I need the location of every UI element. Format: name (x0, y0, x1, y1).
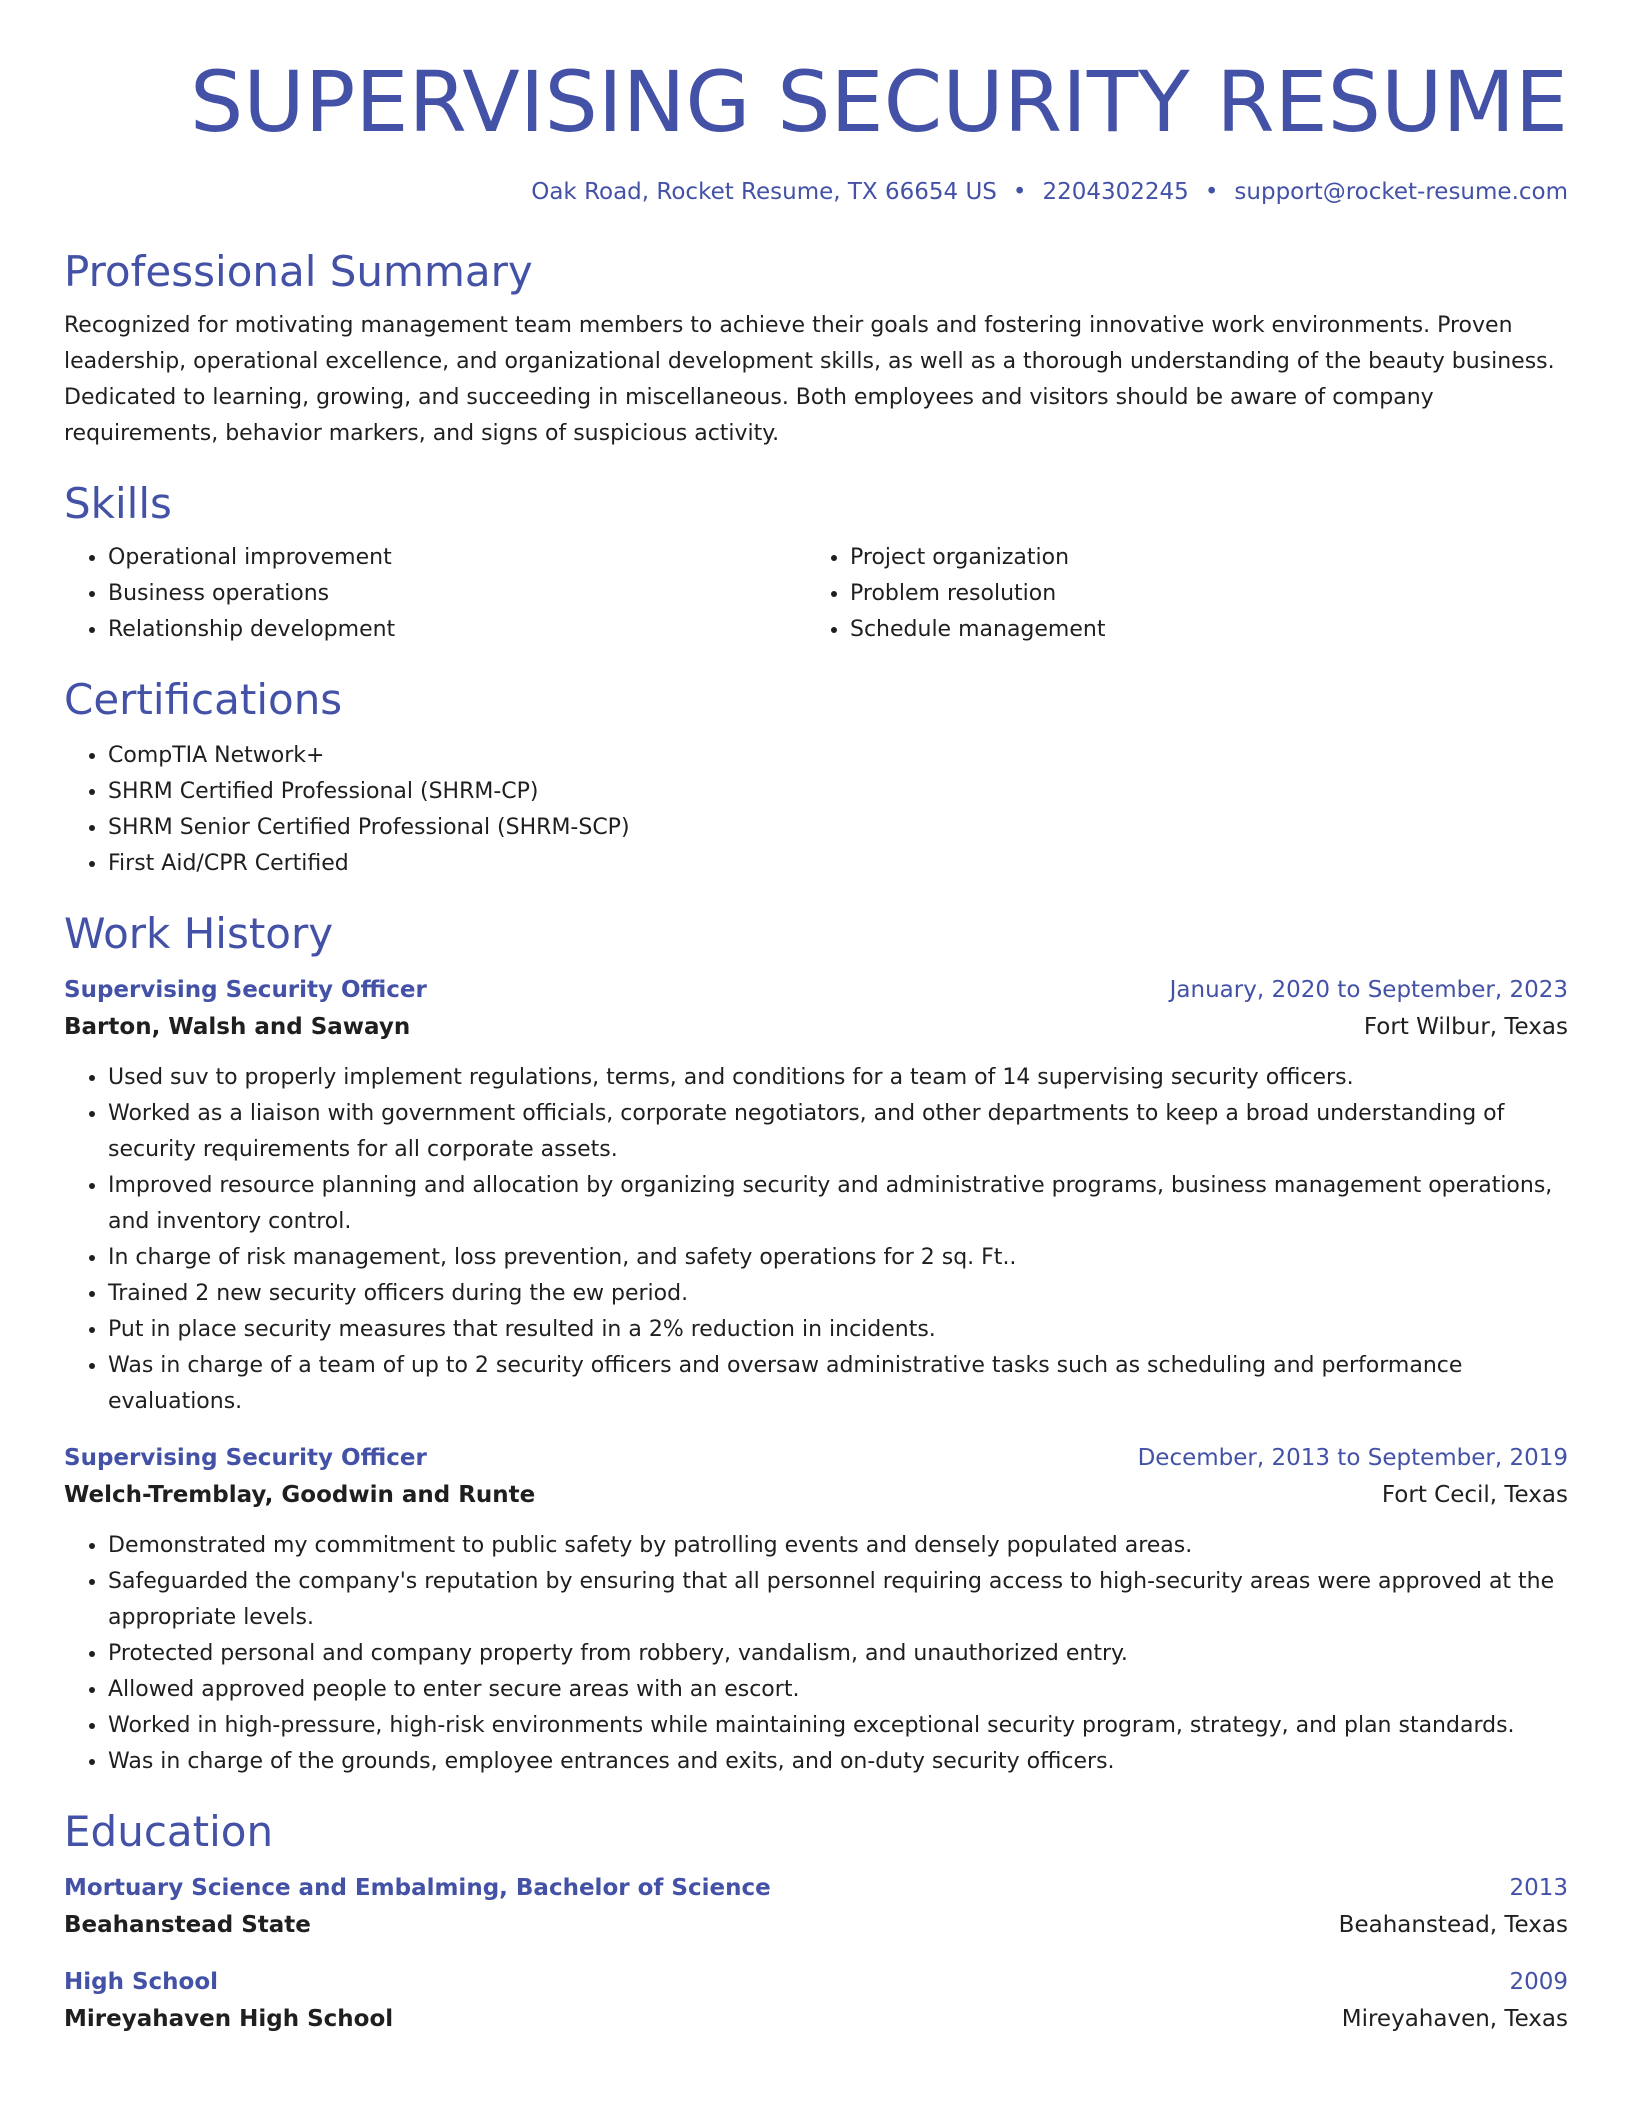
job-company-row (64, 1476, 1568, 1514)
job-header-row (64, 1440, 1568, 1476)
education-header-row (64, 1964, 1568, 2000)
education-degree: High School (64, 1969, 219, 1995)
education-degree: Mortuary Science and Embalming, Bachelor of Science (64, 1875, 771, 1901)
certification-item: • First Aid/CPR Certified (108, 846, 1568, 882)
job-bullet: • Was in charge of the grounds, employee entrances and exits, and on-duty security officers. (108, 1744, 1568, 1780)
job-title: Supervising Security Officer (64, 977, 427, 1003)
education-school: Mireyahaven High School (64, 2006, 394, 2032)
job-bullet: • Worked as a liaison with government officials, corporate negotiators, and other departments to keep a broad understanding of security requirements for all corporate assets. (108, 1096, 1568, 1168)
job-company: Barton, Walsh and Sawayn (64, 1014, 411, 1040)
resume-header (64, 0, 1568, 208)
job-company-row (64, 1008, 1568, 1046)
job-bullet: • In charge of risk management, loss prevention, and safety operations for 2 sq. Ft.. (108, 1240, 1568, 1276)
skill-item: • Schedule management (850, 612, 1548, 648)
education-heading: Education (64, 1807, 274, 1856)
summary-text: Recognized for motivating management team members to achieve their goals and fostering innovative work environments. Proven leadership, operational excellence, and organizational development skills, as well as a thorough understanding of the beauty business. Dedicated to learning, growing, and succeeding in miscellaneous. Both employees and visitors should be aware of company requirements, behavior markers, and signs of suspicious activity. (64, 313, 1555, 446)
job-dates: December, 2013 to September, 2019 (1137, 1445, 1568, 1471)
skills-grid (64, 540, 1568, 648)
skill-item: • Relationship development (108, 612, 806, 648)
certifications-list (64, 738, 1568, 882)
contact-separator: • (1204, 179, 1219, 205)
contact-phone: 2204302245 (1042, 179, 1189, 205)
education-entry (64, 1870, 1568, 1944)
job-dates: January, 2020 to September, 2023 (1169, 977, 1568, 1003)
job-location: Fort Wilbur, Texas (1363, 1014, 1568, 1040)
skill-item: • Operational improvement (108, 540, 806, 576)
skills-heading: Skills (64, 479, 172, 528)
certification-item: • CompTIA Network+ (108, 738, 1568, 774)
contact-email: support@rocket-resume.com (1234, 179, 1568, 205)
contact-separator: • (1012, 179, 1027, 205)
job-bullet: • Was in charge of a team of up to 2 security officers and oversaw administrative tasks such as scheduling and performance evaluations. (108, 1348, 1568, 1420)
skill-item: • Problem resolution (850, 576, 1548, 612)
job-bullet: • Safeguarded the company's reputation by ensuring that all personnel requiring access to high-security areas were approved at the appropriate levels. (108, 1564, 1568, 1636)
summary-heading: Professional Summary (64, 247, 533, 296)
education-entry (64, 1964, 1568, 2038)
skill-item: • Business operations (108, 576, 806, 612)
job-bullets (64, 1528, 1568, 1780)
skill-item: • Project organization (850, 540, 1548, 576)
education-year: 2013 (1509, 1875, 1568, 1901)
job-bullet: • Put in place security measures that resulted in a 2% reduction in incidents. (108, 1312, 1568, 1348)
skills-list-left (64, 540, 806, 648)
job-company: Welch-Tremblay, Goodwin and Runte (64, 1482, 536, 1508)
job-bullet: • Worked in high-pressure, high-risk environments while maintaining exceptional security program, strategy, and plan standards. (108, 1708, 1568, 1744)
education-header-row (64, 1870, 1568, 1906)
job-title: Supervising Security Officer (64, 1445, 427, 1471)
job-bullet: • Demonstrated my commitment to public safety by patrolling events and densely populated areas. (108, 1528, 1568, 1564)
work-history-section (64, 908, 1568, 1780)
job-bullet: • Improved resource planning and allocation by organizing security and administrative programs, business management operations, and inventory control. (108, 1168, 1568, 1240)
certification-item: • SHRM Certified Professional (SHRM-CP) (108, 774, 1568, 810)
job-bullet: • Protected personal and company property from robbery, vandalism, and unauthorized entry. (108, 1636, 1568, 1672)
contact-address: Oak Road, Rocket Resume, TX 66654 US (531, 179, 997, 205)
summary-section (64, 246, 1568, 452)
education-school-row (64, 2000, 1568, 2038)
education-school-row (64, 1906, 1568, 1944)
job-header-row (64, 972, 1568, 1008)
job-location: Fort Cecil, Texas (1381, 1482, 1568, 1508)
skills-section (64, 478, 1568, 648)
job-bullet: • Trained 2 new security officers during the ew period. (108, 1276, 1568, 1312)
education-year: 2009 (1509, 1969, 1568, 1995)
certification-item: • SHRM Senior Certified Professional (SHRM-SCP) (108, 810, 1568, 846)
job-entry (64, 972, 1568, 1420)
job-entry (64, 1440, 1568, 1780)
job-bullet: • Allowed approved people to enter secure areas with an escort. (108, 1672, 1568, 1708)
contact-line (64, 176, 1568, 208)
education-location: Mireyahaven, Texas (1341, 2006, 1568, 2032)
education-school: Beahanstead State (64, 1912, 311, 1938)
job-bullet: • Used suv to properly implement regulations, terms, and conditions for a team of 14 supervising security officers. (108, 1060, 1568, 1096)
skills-list-right (806, 540, 1548, 648)
education-section (64, 1806, 1568, 2038)
work-history-heading: Work History (64, 909, 334, 958)
resume-title: SUPERVISING SECURITY RESUME (189, 53, 1568, 151)
certifications-section (64, 674, 1568, 882)
education-location: Beahanstead, Texas (1338, 1912, 1568, 1938)
certifications-heading: Certifications (64, 675, 343, 724)
job-bullets (64, 1060, 1568, 1420)
